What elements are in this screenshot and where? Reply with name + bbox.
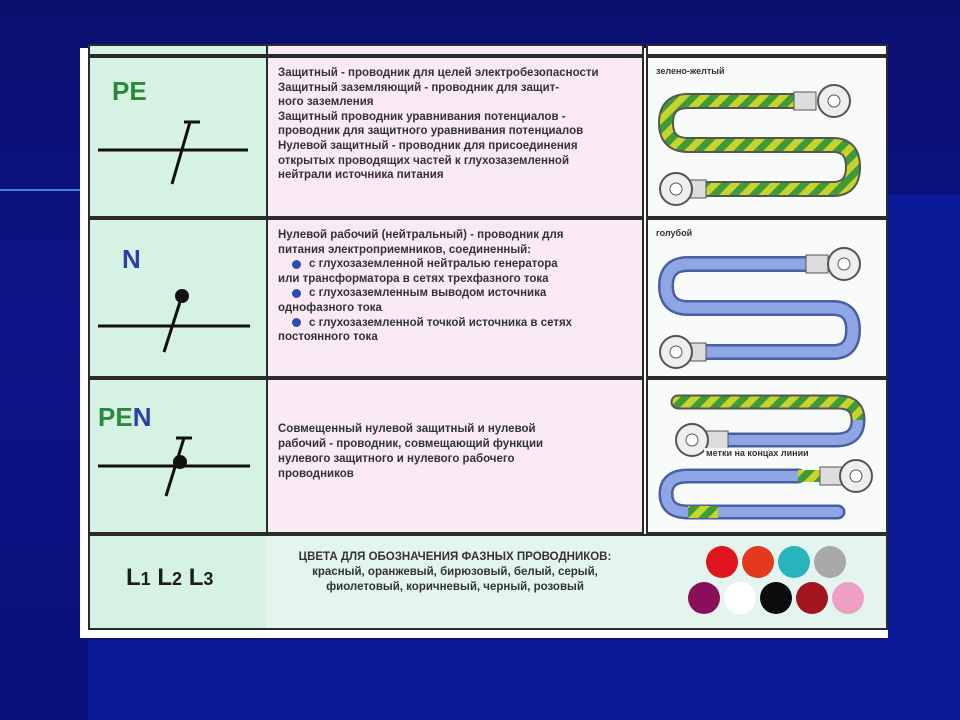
cell-top-strip-2 <box>266 44 644 56</box>
phase-color-swatch <box>796 582 828 614</box>
pe-symbol-cell <box>88 56 268 218</box>
pe-code: PE <box>112 76 147 106</box>
pe-ground-symbol <box>90 108 270 198</box>
bullet-icon <box>292 289 301 298</box>
n-desc-bullet-line <box>278 257 572 272</box>
n-bullet-text: с глухозаземленным выводом источника <box>309 287 547 300</box>
pen-code-part2: N <box>132 402 152 432</box>
phase-labels <box>126 564 213 592</box>
pen-symbol-cell <box>88 378 268 534</box>
pen-wire-cell <box>646 378 888 534</box>
pen-description-cell <box>266 378 644 534</box>
pe-desc-line: ного заземления <box>278 96 374 109</box>
pen-desc-line: нулевого защитного и нулевого рабочего <box>278 453 515 465</box>
phase-colors-text <box>266 550 644 595</box>
phase-color-swatch <box>688 582 720 614</box>
pen-description <box>278 422 543 482</box>
phase-color-swatch <box>832 582 864 614</box>
n-description <box>278 228 572 345</box>
phase-color-swatch <box>760 582 792 614</box>
pe-description-cell <box>266 56 644 218</box>
n-desc-line: Нулевой рабочий (нейтральный) - проводник для <box>278 229 564 241</box>
phase-colors-line3: фиолетовый, коричневый, черный, розовый <box>326 581 584 593</box>
n-desc-line: однофазного тока <box>278 301 382 314</box>
phase-color-swatch <box>724 582 756 614</box>
phase-colors-line2: красный, оранжевый, бирюзовый, белый, серый, <box>312 566 598 578</box>
pe-desc-line: Нулевой защитный - проводник для присоединения <box>278 139 578 152</box>
pen-symbol <box>90 420 270 530</box>
phase-colors-cell <box>266 534 888 630</box>
pe-description <box>278 66 599 183</box>
n-code: N <box>122 244 141 274</box>
yellow-green-wire-icon <box>648 68 888 218</box>
pe-desc-line: открытых проводящих частей к глухозаземленной <box>278 154 570 167</box>
n-wire-label: голубой <box>656 228 693 238</box>
cell-top-strip-3 <box>646 44 888 56</box>
phase-color-swatch <box>814 546 846 578</box>
n-desc-line: или трансформатора в сетях трехфазного тока <box>278 272 549 285</box>
pen-desc-line: рабочий - проводник, совмещающий функции <box>278 438 544 450</box>
pe-desc-line: Защитный - проводник для целей электробезопасности <box>278 67 599 79</box>
pen-wire-label: метки на концах линии <box>706 448 809 458</box>
pen-desc-line: Совмещенный нулевой защитный и нулевой <box>278 423 536 435</box>
phase-color-swatch <box>706 546 738 578</box>
n-desc-line: постоянного тока <box>278 331 378 344</box>
phase-l2-letter: L <box>157 564 173 591</box>
pe-wire-cell <box>646 56 888 218</box>
n-symbol-cell <box>88 218 268 378</box>
bullet-icon <box>292 318 301 327</box>
phase-symbol-cell <box>88 534 268 630</box>
pe-desc-line: нейтрали источника питания <box>278 169 444 182</box>
background-line <box>0 189 80 191</box>
bullet-icon <box>292 260 301 269</box>
n-bullet-text: с глухозаземленной нейтралью генератора <box>309 258 558 271</box>
conductor-table <box>80 48 888 638</box>
phase-l1-letter: L <box>126 564 141 591</box>
n-description-cell <box>266 218 644 378</box>
color-swatches <box>686 546 886 630</box>
pe-desc-line: проводник для защитного уравнивания потенциалов <box>278 125 584 138</box>
n-desc-bullet-line <box>278 316 572 331</box>
blue-wire-icon <box>648 228 888 378</box>
pe-desc-line: Защитный проводник уравнивания потенциалов - <box>278 110 566 123</box>
background-block-right <box>886 195 960 720</box>
cell-top-strip-1 <box>88 44 268 56</box>
phase-color-swatch <box>778 546 810 578</box>
pen-code-part1: PE <box>98 402 133 432</box>
phase-l3-num: 3 <box>203 569 214 589</box>
phase-l1-num: 1 <box>140 569 151 589</box>
n-wire-cell <box>646 218 888 378</box>
phase-colors-title: ЦВЕТА ДЛЯ ОБОЗНАЧЕНИЯ ФАЗНЫХ ПРОВОДНИКОВ: <box>298 551 612 563</box>
phase-l2-num: 2 <box>172 569 183 589</box>
phase-color-swatch <box>742 546 774 578</box>
n-desc-bullet-line <box>278 286 572 301</box>
pen-desc-line: проводников <box>278 468 354 480</box>
background-block <box>88 640 960 720</box>
n-neutral-symbol <box>90 250 270 360</box>
n-desc-line: питания электроприемников, соединенный: <box>278 243 532 256</box>
pe-wire-label: зелено-желтый <box>656 66 725 76</box>
n-bullet-text: с глухозаземленной точкой источника в сетях <box>309 316 573 329</box>
phase-l3-letter: L <box>188 564 204 591</box>
pe-desc-line: Защитный заземляющий - проводник для защит- <box>278 81 560 94</box>
